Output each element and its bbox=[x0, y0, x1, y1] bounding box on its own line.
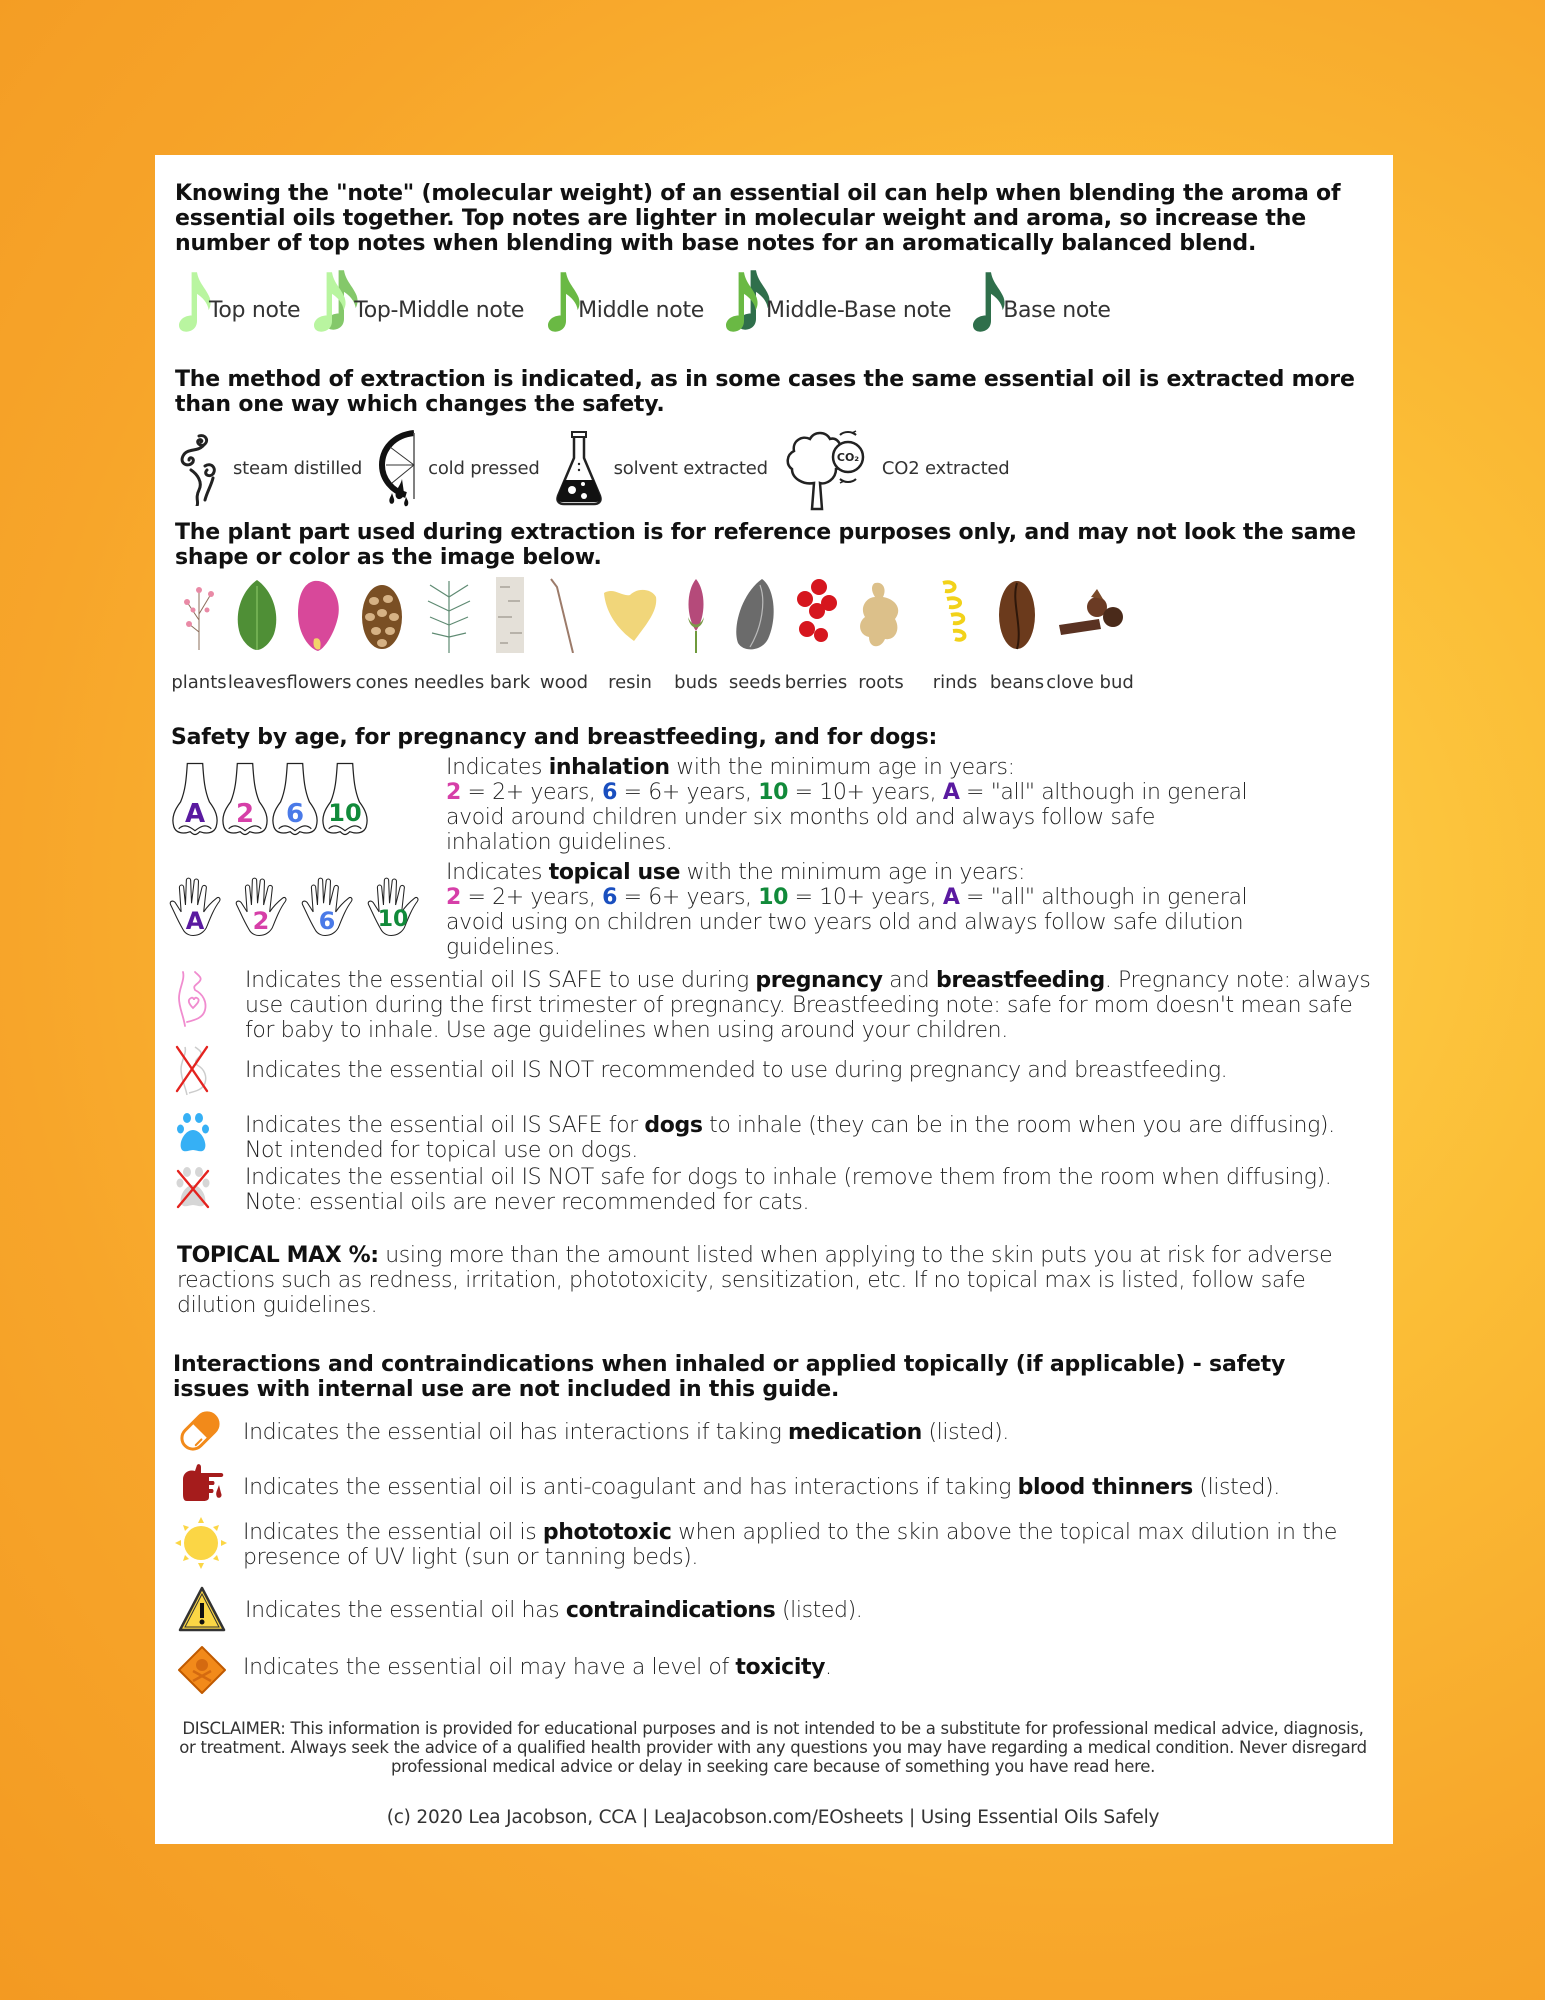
age-badge-label: A bbox=[184, 799, 206, 829]
hand-badge-2 bbox=[235, 875, 287, 941]
flask-icon bbox=[554, 430, 604, 506]
sun-icon bbox=[175, 1515, 227, 1571]
interaction-blood-thinners bbox=[243, 1475, 1373, 1500]
warning-icon bbox=[177, 1585, 227, 1635]
extraction-label: cold pressed bbox=[428, 457, 540, 479]
text: using more than the amount listed when applying to the skin puts you at risk for adverse reactions such as redness, irritation, phototoxicity, sensitization, etc. If no topical max is listed, follow safe dilution guidelines. bbox=[177, 1243, 1333, 1318]
leaf-icon bbox=[234, 578, 280, 652]
text: = 2+ years, bbox=[460, 780, 603, 805]
info-card bbox=[155, 155, 1393, 1844]
clove-icon bbox=[1055, 585, 1125, 645]
nose-badge-2 bbox=[221, 761, 269, 839]
note-item-middle-base bbox=[726, 267, 951, 335]
interaction-term: blood thinners bbox=[1017, 1475, 1193, 1500]
text: = 10+ years, bbox=[788, 885, 943, 910]
plant-parts-row bbox=[171, 580, 1133, 693]
pregnancy-not-icon bbox=[175, 1043, 209, 1099]
age-badge-label: 10 bbox=[328, 799, 362, 827]
plant-part-clove-bud bbox=[1047, 580, 1133, 693]
text: when applied to the skin above the topical max dilution in the presence of UV light (sun or tanning beds). bbox=[243, 1520, 1337, 1570]
extraction-label: steam distilled bbox=[233, 457, 363, 479]
topical-description bbox=[446, 860, 1266, 960]
plant-part-berries bbox=[785, 580, 847, 693]
plant-part-bark bbox=[485, 580, 535, 693]
age-badge-label: 2 bbox=[235, 799, 255, 829]
plant-part-plants bbox=[171, 580, 227, 693]
note-item-top bbox=[179, 269, 300, 335]
extraction-item-co2 bbox=[782, 423, 1010, 513]
age-badge-label: 6 bbox=[318, 907, 336, 935]
berries-icon bbox=[793, 577, 839, 653]
seed-icon bbox=[732, 577, 778, 653]
disclaimer: DISCLAIMER: This information is provided for educational purposes and is not intended to be a substitute for professional medical advice, diagnosis, or treatment. Always seek the advice of a qualified health provider with any questions you may have regarding a medical condition. Never disregard professional medical advice or delay in seeking care because of something you have read here. bbox=[179, 1719, 1367, 1776]
inhalation-term: inhalation bbox=[548, 755, 670, 780]
age-key-A: A bbox=[942, 885, 960, 910]
plant-parts-intro: The plant part used during extraction is for reference purposes only, and may not look the same shape or color as the image below. bbox=[175, 520, 1356, 570]
plant-part-roots bbox=[847, 580, 915, 693]
text: = 2+ years, bbox=[460, 885, 603, 910]
text: Indicates bbox=[446, 860, 549, 885]
pregnancy-safe-icon bbox=[175, 970, 209, 1030]
text: with the minimum age in years: bbox=[669, 755, 1015, 780]
nose-badge-10 bbox=[321, 761, 369, 839]
plant-part-label: resin bbox=[608, 672, 652, 693]
age-badge-label: 6 bbox=[285, 799, 305, 829]
breastfeeding-term: breastfeeding bbox=[935, 968, 1105, 993]
notes-legend bbox=[179, 263, 1125, 335]
pregnancy-term: pregnancy bbox=[755, 968, 883, 993]
extraction-item-cold-pressed bbox=[376, 429, 539, 507]
plant-part-label: cones bbox=[355, 672, 409, 693]
inhalation-description bbox=[446, 755, 1266, 855]
interaction-term: contraindications bbox=[565, 1598, 776, 1623]
age-key-10: 10 bbox=[758, 885, 789, 910]
interaction-toxicity bbox=[243, 1655, 1373, 1680]
topical-badges bbox=[169, 875, 419, 941]
ginger-root-icon bbox=[855, 579, 907, 651]
age-badge-label: 10 bbox=[377, 907, 409, 932]
interaction-term: phototoxic bbox=[542, 1520, 672, 1545]
interactions-heading: Interactions and contraindications when inhaled or applied topically (if applicable) - safety issues with internal use are not included in this guide. bbox=[173, 1352, 1286, 1402]
age-key-A: A bbox=[942, 780, 960, 805]
extraction-label: CO2 extracted bbox=[881, 457, 1010, 479]
text: to inhale (they can be in the room when you are diffusing). Not intended for topical use on dogs. bbox=[245, 1113, 1335, 1163]
plant-part-needles bbox=[413, 580, 485, 693]
toxic-icon bbox=[177, 1645, 227, 1695]
safety-heading: Safety by age, for pregnancy and breastfeeding, and for dogs: bbox=[171, 725, 938, 750]
paw-not-safe-icon bbox=[175, 1165, 211, 1209]
plant-part-leaves bbox=[227, 580, 287, 693]
inhalation-badges bbox=[171, 761, 369, 839]
paw-safe-icon bbox=[177, 1112, 209, 1154]
plant-part-beans bbox=[987, 580, 1047, 693]
tree-co2-icon bbox=[782, 423, 878, 513]
plant-part-label: leaves bbox=[227, 672, 287, 693]
plant-part-buds bbox=[667, 580, 725, 693]
extraction-label: solvent extracted bbox=[613, 457, 768, 479]
text: Indicates the essential oil IS SAFE for bbox=[245, 1113, 645, 1138]
text: = "all" although in general avoid using on children under two years old and always follow safe dilution guidelines. bbox=[446, 885, 1248, 960]
age-key-6: 6 bbox=[602, 885, 618, 910]
dogs-safe-text bbox=[245, 1113, 1375, 1163]
pill-icon bbox=[177, 1408, 223, 1454]
plant-part-label: clove bud bbox=[1046, 672, 1134, 693]
flower-bud-icon bbox=[684, 577, 708, 653]
age-key-6: 6 bbox=[602, 780, 618, 805]
twig-icon bbox=[549, 577, 579, 653]
text: Indicates the essential oil is bbox=[243, 1520, 543, 1545]
interaction-medication bbox=[243, 1420, 1373, 1445]
pregnancy-safe-text bbox=[245, 968, 1375, 1043]
plant-part-cones bbox=[351, 580, 413, 693]
nose-badge-6 bbox=[271, 761, 319, 839]
resin-icon bbox=[600, 585, 660, 645]
pregnancy-not-text: Indicates the essential oil IS NOT recommended to use during pregnancy and breastfeeding. bbox=[245, 1058, 1228, 1083]
lemon-rind-icon bbox=[937, 577, 973, 653]
plant-part-label: buds bbox=[674, 672, 718, 693]
plant-icon bbox=[181, 580, 217, 650]
pine-needles-icon bbox=[424, 577, 474, 653]
text: with the minimum age in years: bbox=[680, 860, 1025, 885]
plant-part-label: needles bbox=[413, 672, 485, 693]
text: Indicates the essential oil IS SAFE to use during bbox=[245, 968, 756, 993]
text: Indicates the essential oil has interactions if taking bbox=[243, 1420, 789, 1445]
note-label: Top note bbox=[209, 298, 301, 323]
note-label: Middle note bbox=[578, 298, 705, 323]
topical-max-text bbox=[177, 1243, 1367, 1318]
text: (listed). bbox=[1192, 1475, 1280, 1500]
plant-part-label: rinds bbox=[932, 672, 978, 693]
plant-part-flowers bbox=[287, 580, 351, 693]
dogs-not-text: Indicates the essential oil IS NOT safe for dogs to inhale (remove them from the room when diffusing). Note: essential oils are never recommended for cats. bbox=[245, 1165, 1332, 1215]
citrus-press-icon bbox=[376, 429, 420, 507]
extraction-item-solvent bbox=[554, 430, 768, 506]
plant-part-label: berries bbox=[784, 672, 848, 693]
text: (listed). bbox=[775, 1598, 863, 1623]
plant-part-seeds bbox=[725, 580, 785, 693]
note-item-base bbox=[973, 269, 1110, 335]
plant-part-label: plants bbox=[171, 672, 227, 693]
text: Indicates bbox=[446, 755, 549, 780]
hand-badge-10 bbox=[367, 875, 419, 941]
bleeding-finger-icon bbox=[179, 1463, 225, 1503]
text: = 6+ years, bbox=[617, 780, 759, 805]
plant-part-label: wood bbox=[539, 672, 589, 693]
text: (listed). bbox=[921, 1420, 1009, 1445]
dogs-term: dogs bbox=[644, 1113, 703, 1138]
text: = "all" although in general avoid around children under six months old and always follow safe inhalation guidelines. bbox=[446, 780, 1248, 855]
text: . bbox=[825, 1655, 832, 1680]
text: Indicates the essential oil has bbox=[245, 1598, 566, 1623]
bark-icon bbox=[496, 577, 524, 653]
extraction-item-steam bbox=[177, 430, 362, 506]
plant-part-label: roots bbox=[858, 672, 904, 693]
co2-badge: CO₂ bbox=[836, 451, 859, 464]
notes-intro: Knowing the "note" (molecular weight) of an essential oil can help when blending the aroma of essential oils together. Top notes are lighter in molecular weight and aroma, so increase the number of top notes when blending with base notes for an aromatically balanced blend. bbox=[175, 181, 1341, 256]
text: Indicates the essential oil is anti-coagulant and has interactions if taking bbox=[243, 1475, 1018, 1500]
topical-max-label: TOPICAL MAX %: bbox=[177, 1243, 379, 1268]
flower-petal-icon bbox=[294, 577, 344, 653]
text: and bbox=[882, 968, 936, 993]
plant-part-label: bark bbox=[489, 672, 531, 693]
plant-part-resin bbox=[593, 580, 667, 693]
pine-cone-icon bbox=[360, 577, 404, 653]
plant-part-label: beans bbox=[989, 672, 1045, 693]
plant-part-wood bbox=[535, 580, 593, 693]
note-item-top-middle bbox=[314, 267, 524, 335]
hand-badge-A bbox=[169, 875, 221, 941]
age-key-10: 10 bbox=[758, 780, 789, 805]
extraction-legend bbox=[177, 423, 1024, 513]
footer-copyright: (c) 2020 Lea Jacobson, CCA | LeaJacobson.com/EOsheets | Using Essential Oils Safely bbox=[386, 1807, 1160, 1828]
plant-part-label: seeds bbox=[728, 672, 782, 693]
interaction-phototoxic bbox=[243, 1520, 1373, 1570]
note-label: Top-Middle note bbox=[354, 298, 525, 323]
topical-term: topical use bbox=[548, 860, 680, 885]
age-key-2: 2 bbox=[446, 885, 461, 910]
note-label: Base note bbox=[1003, 298, 1111, 323]
age-badge-label: A bbox=[185, 907, 205, 935]
age-badge-label: 2 bbox=[252, 907, 270, 935]
text: = 10+ years, bbox=[788, 780, 943, 805]
text: Indicates the essential oil may have a level of bbox=[243, 1655, 736, 1680]
age-key-2: 2 bbox=[446, 780, 461, 805]
note-label: Middle-Base note bbox=[766, 298, 952, 323]
note-item-middle bbox=[548, 269, 704, 335]
nose-badge-A bbox=[171, 761, 219, 839]
extraction-intro: The method of extraction is indicated, as in some cases the same essential oil is extracted more than one way which changes the safety. bbox=[175, 367, 1355, 417]
interaction-term: toxicity bbox=[735, 1655, 826, 1680]
plant-part-label: flowers bbox=[286, 672, 352, 693]
steam-icon bbox=[177, 430, 223, 506]
interaction-contraindications bbox=[245, 1598, 1375, 1623]
hand-badge-6 bbox=[301, 875, 353, 941]
text: = 6+ years, bbox=[617, 885, 759, 910]
coffee-bean-icon bbox=[997, 577, 1037, 653]
text: . Pregnancy note: always use caution during the first trimester of pregnancy. Breastfeeding note: safe for mom doesn't mean safe for baby to inhale. Use age guidelines when using around your children. bbox=[245, 968, 1371, 1043]
plant-part-rinds bbox=[923, 580, 987, 693]
interaction-term: medication bbox=[788, 1420, 922, 1445]
